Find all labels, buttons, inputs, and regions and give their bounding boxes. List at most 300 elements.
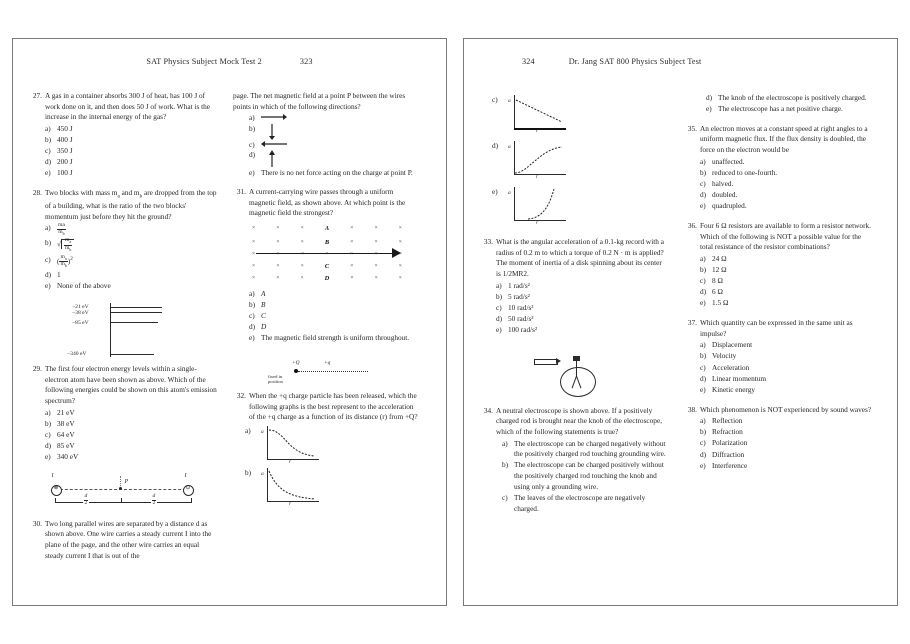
choice-text: B [261,299,266,309]
energy-label: −340 eV [67,351,87,358]
choice-item[interactable] [249,322,421,333]
point-p-label: P [124,478,129,485]
choice-item[interactable] [700,276,872,287]
choice-text: Polarization [712,438,748,448]
choice-item[interactable] [45,408,217,419]
wire-right-current-label: I [184,472,187,479]
choice-text: 5 rad/s² [508,291,530,301]
choice-label: a) [45,123,51,133]
right-page-header [480,57,910,81]
choice-item[interactable] [700,438,872,449]
question-31-text: A current-carrying wire passes through a uniform magnetic field, as shown above. At which point is the magnetic field the strongest? [249,186,406,218]
question-33-choices [480,281,668,336]
x-symbol: × [252,262,256,269]
choice-item[interactable] [45,168,217,179]
choice-text: Velocity [712,351,737,361]
right-page [463,38,898,606]
choice-item[interactable] [700,351,872,362]
q28-sub-a: a [117,193,120,200]
choice-label: e) [45,452,51,462]
x-symbol: × [374,238,378,245]
choice-text: The electroscope can be charged positively without the positively charged rod touching the knob and using only a grounding wire. [514,460,664,491]
acceleration-vs-r-graph [506,141,568,181]
choice-text: Kinetic energy [712,384,756,394]
choice-item[interactable] [45,223,217,236]
question-37-number: 37. [687,318,697,328]
x-symbol: × [252,238,256,245]
choice-label: e) [249,168,255,178]
question-27 [29,91,217,179]
choice-text: Linear momentum [712,373,767,383]
choice-text: 450 J [57,123,73,133]
choice-text: Interference [712,460,748,470]
charged-rod-icon [534,359,558,365]
choice-label: e) [700,298,706,308]
dimension-tick [191,498,192,503]
choice-item[interactable] [249,140,421,149]
x-symbol: × [374,250,378,257]
choice-item[interactable] [502,460,668,492]
choice-text: 350 J [57,146,73,156]
x-symbol: × [252,250,256,257]
y-axis-label: a [261,428,264,435]
wire-separation-dashed-line [55,489,191,490]
question-27-number: 27. [32,91,42,100]
x-symbol: × [300,262,304,269]
choice-label: b) [45,418,52,428]
choice-item[interactable] [700,450,872,461]
charge-q-label: +q [324,360,331,367]
question-33 [480,237,668,336]
two-charge-figure [233,360,421,386]
frac-denominator: $m_b$ [58,229,65,237]
fixed-in-position-label: fixed in position [268,374,283,384]
choice-item[interactable] [706,104,872,115]
exponent: 2 [70,255,73,262]
question-33-number: 33. [483,237,493,246]
x-symbol: × [350,224,354,231]
left-page-header [29,57,430,81]
question-31-number: 31. [236,186,246,196]
question-30 [29,519,217,562]
question-37-text: Which quantity can be expressed in the same unit as impulse? [700,318,853,338]
choice-label: b) [245,467,252,477]
question-30-continuation: page. The net magnetic field at a point P between the wires points in which of the following directions? [233,91,406,111]
choice-item[interactable] [45,281,217,292]
rod-tip-arrow-icon [556,358,561,364]
choice-item[interactable] [45,270,217,281]
question-32-graph-a[interactable] [233,426,421,466]
choice-text: doubled. [712,190,738,200]
question-29-choices [29,408,217,463]
choice-label: e) [700,384,706,394]
choice-text: 85 eV [57,441,75,451]
charge-Q-label: +Q [292,360,300,367]
acceleration-vs-r-graph [506,187,568,227]
choice-label: c) [700,276,706,286]
question-36-text: Four 6 Ω resistors are available to form a resistor network. Which of the following is NOT a possible value for the total resistance of the resistor combinations? [700,220,871,252]
arrow-down-icon [261,124,421,140]
wire-left-current-label: I [51,472,54,479]
question-38 [684,405,872,472]
energy-label: −85 eV [72,320,89,327]
choice-text: 24 Ω [712,253,727,263]
x-symbol: × [300,224,304,231]
dimension-tick [55,498,56,503]
x-symbol: × [398,224,402,231]
choice-label: b) [45,135,52,145]
dimension-line [55,502,192,503]
question-29-number: 29. [32,364,42,374]
question-27-choices [29,124,217,179]
choice-label: d) [496,313,503,323]
wire-into-page-icon [51,485,62,496]
left-page-columns [29,91,430,570]
choice-item[interactable] [249,168,421,179]
question-28-number: 28. [32,188,42,198]
choice-item[interactable] [249,150,421,168]
choice-item[interactable] [700,298,872,309]
x-symbol: × [276,262,280,269]
dimension-tick [121,498,122,503]
choice-label: d) [249,149,256,159]
x-symbol: × [350,262,354,269]
x-symbol: × [276,274,280,281]
choice-fraction [57,223,217,236]
y-axis-label: a [261,470,264,477]
choice-text: 6 Ω [712,287,723,297]
question-28 [29,188,217,292]
choice-label: b) [700,167,707,177]
choice-label: e) [700,460,706,470]
x-symbol: × [350,238,354,245]
choice-item[interactable] [45,419,217,430]
choice-label: b) [496,291,503,301]
arrow-right-icon [261,113,421,123]
choice-text: The electroscope has a net positive charge. [718,104,843,114]
energy-label: −38 eV [72,310,89,317]
choice-item[interactable] [700,287,872,298]
x-symbol: × [350,274,354,281]
x-symbol: × [276,238,280,245]
choice-label: a) [249,113,255,123]
x-symbol: × [374,274,378,281]
question-32-graph-b[interactable] [233,468,421,508]
choice-text: 100 J [57,168,73,178]
choice-label: d) [706,93,713,102]
choice-label: a) [496,280,502,290]
choice-item[interactable] [496,325,668,336]
choice-item[interactable] [700,254,872,265]
choice-text: 50 rad/s² [508,313,534,323]
choice-item[interactable] [496,303,668,314]
choice-item[interactable] [700,340,872,351]
question-29-text: The first four electron energy levels within a single-electron atom have been shown as above. Which of the following energies could be shown on this atom's emission spectrum? [45,364,217,405]
choice-item[interactable] [45,157,217,168]
field-point-d-label: D [324,274,330,282]
choice-label: e) [492,187,498,196]
choice-item[interactable] [700,385,872,396]
q28-sub-b: b [139,193,143,200]
choice-item[interactable] [45,452,217,463]
question-32 [233,391,421,508]
choice-item[interactable] [45,441,217,452]
choice-text: The magnetic field strength is uniform throughout. [261,333,410,343]
question-31 [233,187,421,344]
x-symbol: × [276,224,280,231]
question-32-number: 32. [236,391,246,401]
choice-label: d) [45,441,52,451]
choice-text: 10 rad/s² [508,302,534,312]
frac-numerator: ma [58,222,65,229]
choice-item[interactable] [700,265,872,276]
choice-text: Refraction [712,427,743,437]
question-38-choices [684,416,872,471]
choice-text: Reflection [712,416,743,426]
choice-label: b) [45,238,52,248]
question-27-text: A gas in a container absorbs 300 J of heat, has 100 J of work done on it, and then does 50 J of work. What is the increase in the internal energy of the gas? [45,91,211,122]
question-28-text [45,188,217,222]
question-34-choices-continued [684,93,872,115]
x-symbol: × [276,250,280,257]
q28-text-part3: are dropped from the top of a building, what is the ratio of the two blocks' momentum just before they hit the ground? [45,188,217,221]
arrow-left-icon [261,140,421,149]
field-point-a-label: A [324,224,330,232]
question-32-graph-c[interactable] [480,95,668,135]
dimension-label: $\frac{d}{2}$ [84,492,88,506]
question-32-text: When the +q charge particle has been released, which the following graphs is the best represent to the acceleration of the +q charge as a function of its distance (r) from +Q? [249,391,418,422]
choice-item[interactable] [45,146,217,157]
choice-label: a) [700,416,706,426]
choice-item[interactable] [700,201,872,212]
choice-item[interactable] [700,461,872,472]
choice-text: 12 Ω [712,264,727,274]
x-axis-label: r [289,500,292,507]
choice-text: D [261,322,267,332]
choice-label: c) [700,178,706,188]
x-symbol: × [325,250,329,257]
x-symbol: × [398,238,402,245]
choice-text: 400 J [57,135,73,145]
question-34-choices [480,439,668,514]
choice-item[interactable] [249,289,421,300]
choice-text: halved. [712,178,734,188]
choice-item[interactable] [502,493,668,514]
x-symbol: × [398,250,402,257]
question-30-number: 30. [32,518,42,528]
question-32-graph-e[interactable] [480,187,668,227]
y-axis-label: a [508,98,511,104]
left-page [12,38,447,606]
choice-item[interactable] [700,190,872,201]
choice-label: d) [700,287,707,297]
choice-item[interactable] [45,124,217,135]
choice-label: c) [249,311,255,321]
choice-label: c) [496,302,502,312]
choice-label: d) [492,141,499,150]
energy-level-line [110,307,162,308]
acceleration-vs-r-graph [259,468,321,508]
question-30-text: Two long parallel wires are separated by a distance d as shown above. One wire carries a steady current I into the plane of the page, and the other wire carries an equal steady current I that is out of the [45,518,212,560]
y-axis-label: a [508,144,511,150]
choice-text: 64 eV [57,429,75,439]
choice-text: 1 rad/s² [508,280,530,290]
choice-item[interactable] [502,439,668,460]
question-37 [684,318,872,395]
question-34-number: 34. [483,405,493,415]
choice-label: c) [502,492,508,502]
choice-label: c) [45,254,51,264]
choice-label: c) [492,95,498,104]
choice-label: a) [245,425,251,435]
question-35-text: An electron moves at a constant speed at right angles to a uniform magnetic flux. If the flux density is doubled, the force on the electron would be [700,123,868,155]
choice-label: d) [45,157,52,167]
charge-separation-line [298,371,368,372]
choice-label: e) [45,281,51,291]
choice-label: c) [45,146,51,156]
choice-label: d) [45,270,52,280]
choice-label: a) [700,156,706,166]
question-36-choices [684,254,872,309]
x-symbol: × [398,262,402,269]
choice-label: a) [700,253,706,263]
choice-label: b) [502,460,509,470]
right-header-title: Dr. Jang SAT 800 Physics Subject Test [568,57,702,66]
choice-item[interactable] [249,124,421,140]
choice-item[interactable] [45,238,217,251]
magnetic-field-figure [233,224,421,284]
choice-text: 200 J [57,157,73,167]
arrow-up-icon [261,150,421,168]
choice-item[interactable] [496,292,668,303]
choice-text: The knob of the electroscope is positively charged. [718,93,867,102]
electroscope-figure [480,350,668,398]
choice-text: The leaves of the electroscope are negatively charged. [514,492,646,513]
x-symbol: × [349,250,354,257]
choice-text: unaffected. [712,156,745,166]
choice-item[interactable] [700,168,872,179]
choice-label: c) [45,429,51,439]
choice-label: c) [249,140,255,150]
choice-item[interactable] [496,314,668,325]
choice-item[interactable] [700,427,872,438]
parallel-wires-figure [29,472,217,514]
right-col-2 [684,91,872,523]
question-33-text: What is the angular acceleration of a 0.1-kg record with a radius of 0.2 m to which a torque of 0.2 N · m is applied? The moment of inertia of a disk spinning about its center is 1/2MR2. [496,237,664,278]
choice-label: a) [502,438,508,448]
choice-item[interactable] [706,93,872,104]
choice-item[interactable] [700,157,872,168]
choice-text: 100 rad/s² [508,325,538,335]
question-36 [684,221,872,309]
choice-item[interactable] [249,113,421,123]
choice-fraction-squared: ( $\frac{m_a}{m_b}$ )$^2$ [57,253,73,269]
choice-item[interactable] [700,416,872,427]
choice-label: a) [249,288,255,298]
energy-level-line [110,312,162,313]
choice-label: b) [700,427,707,437]
choice-text: Diffraction [712,449,745,459]
left-col-2 [233,91,421,570]
choice-text: None of the above [57,281,111,291]
q28-text-part1: Two blocks with mass m [45,188,118,198]
energy-level-line [110,354,154,355]
choice-label: d) [700,449,707,459]
x-axis-label: r [536,174,539,180]
energy-label: −21 eV [72,304,89,311]
question-32-graph-d[interactable] [480,141,668,181]
x-symbol: × [398,274,402,281]
field-point-c-label: C [324,262,330,270]
choice-item[interactable] [45,135,217,146]
choice-item[interactable] [249,311,421,322]
choice-text: C [261,311,266,321]
choice-text: 1.5 Ω [712,298,729,308]
choice-item[interactable] [700,363,872,374]
choice-label: b) [249,299,256,309]
choice-label: c) [700,438,706,448]
right-page-columns [480,91,881,523]
choice-text: There is no net force acting on the charge at point P. [261,168,413,178]
x-axis-label: r [289,458,292,465]
choice-sqrt-fraction [57,238,217,251]
question-28-choices [29,223,217,292]
x-axis-label: r [536,220,539,226]
choice-label: b) [700,351,707,361]
x-symbol: × [374,224,378,231]
choice-item[interactable] [45,255,217,268]
x-symbol: × [252,274,256,281]
field-point-b-label: B [324,238,330,246]
y-axis-label: a [508,190,511,196]
question-34-text: A neutral electroscope is shown above. If a positively charged rod is brought near the knob of the electroscope, which of the following statements is true? [496,405,663,437]
choice-text: The electroscope can be charged negatively without the positively charged rod touching grounding wire. [514,438,666,459]
choice-text: 38 eV [57,418,75,428]
choice-text: Acceleration [712,362,750,372]
wire-out-of-page-icon [183,485,194,496]
dimension-label: $\frac{d}{2}$ [152,492,156,506]
choice-item[interactable] [249,333,421,344]
energy-level-figure [29,301,217,359]
choice-label: c) [700,362,706,372]
choice-label: b) [700,264,707,274]
choice-label: a) [45,223,51,233]
right-col-1 [480,91,668,523]
choice-label: a) [45,407,51,417]
choice-text: reduced to one-fourth. [712,167,778,177]
choice-item[interactable] [45,430,217,441]
choice-text: Displacement [712,340,753,350]
choice-item[interactable] [249,300,421,311]
left-col-1 [29,91,217,570]
choice-label: e) [496,325,502,335]
choice-item[interactable] [496,281,668,292]
q28-text-part2: and m [119,188,140,198]
dot-symbol: ⊙ [185,485,191,492]
acceleration-vs-r-graph [506,95,568,135]
choice-text: A [261,288,266,298]
question-29 [29,364,217,463]
question-38-text: Which phenomenon is NOT experienced by sound waves? [700,404,872,414]
question-36-number: 36. [687,220,697,230]
choice-item[interactable] [700,179,872,190]
x-symbol: × [300,238,304,245]
x-symbol: × [374,262,378,269]
choice-label: e) [45,168,51,178]
question-34 [480,406,668,514]
choice-item[interactable] [700,374,872,385]
choice-text: 21 eV [57,407,75,417]
